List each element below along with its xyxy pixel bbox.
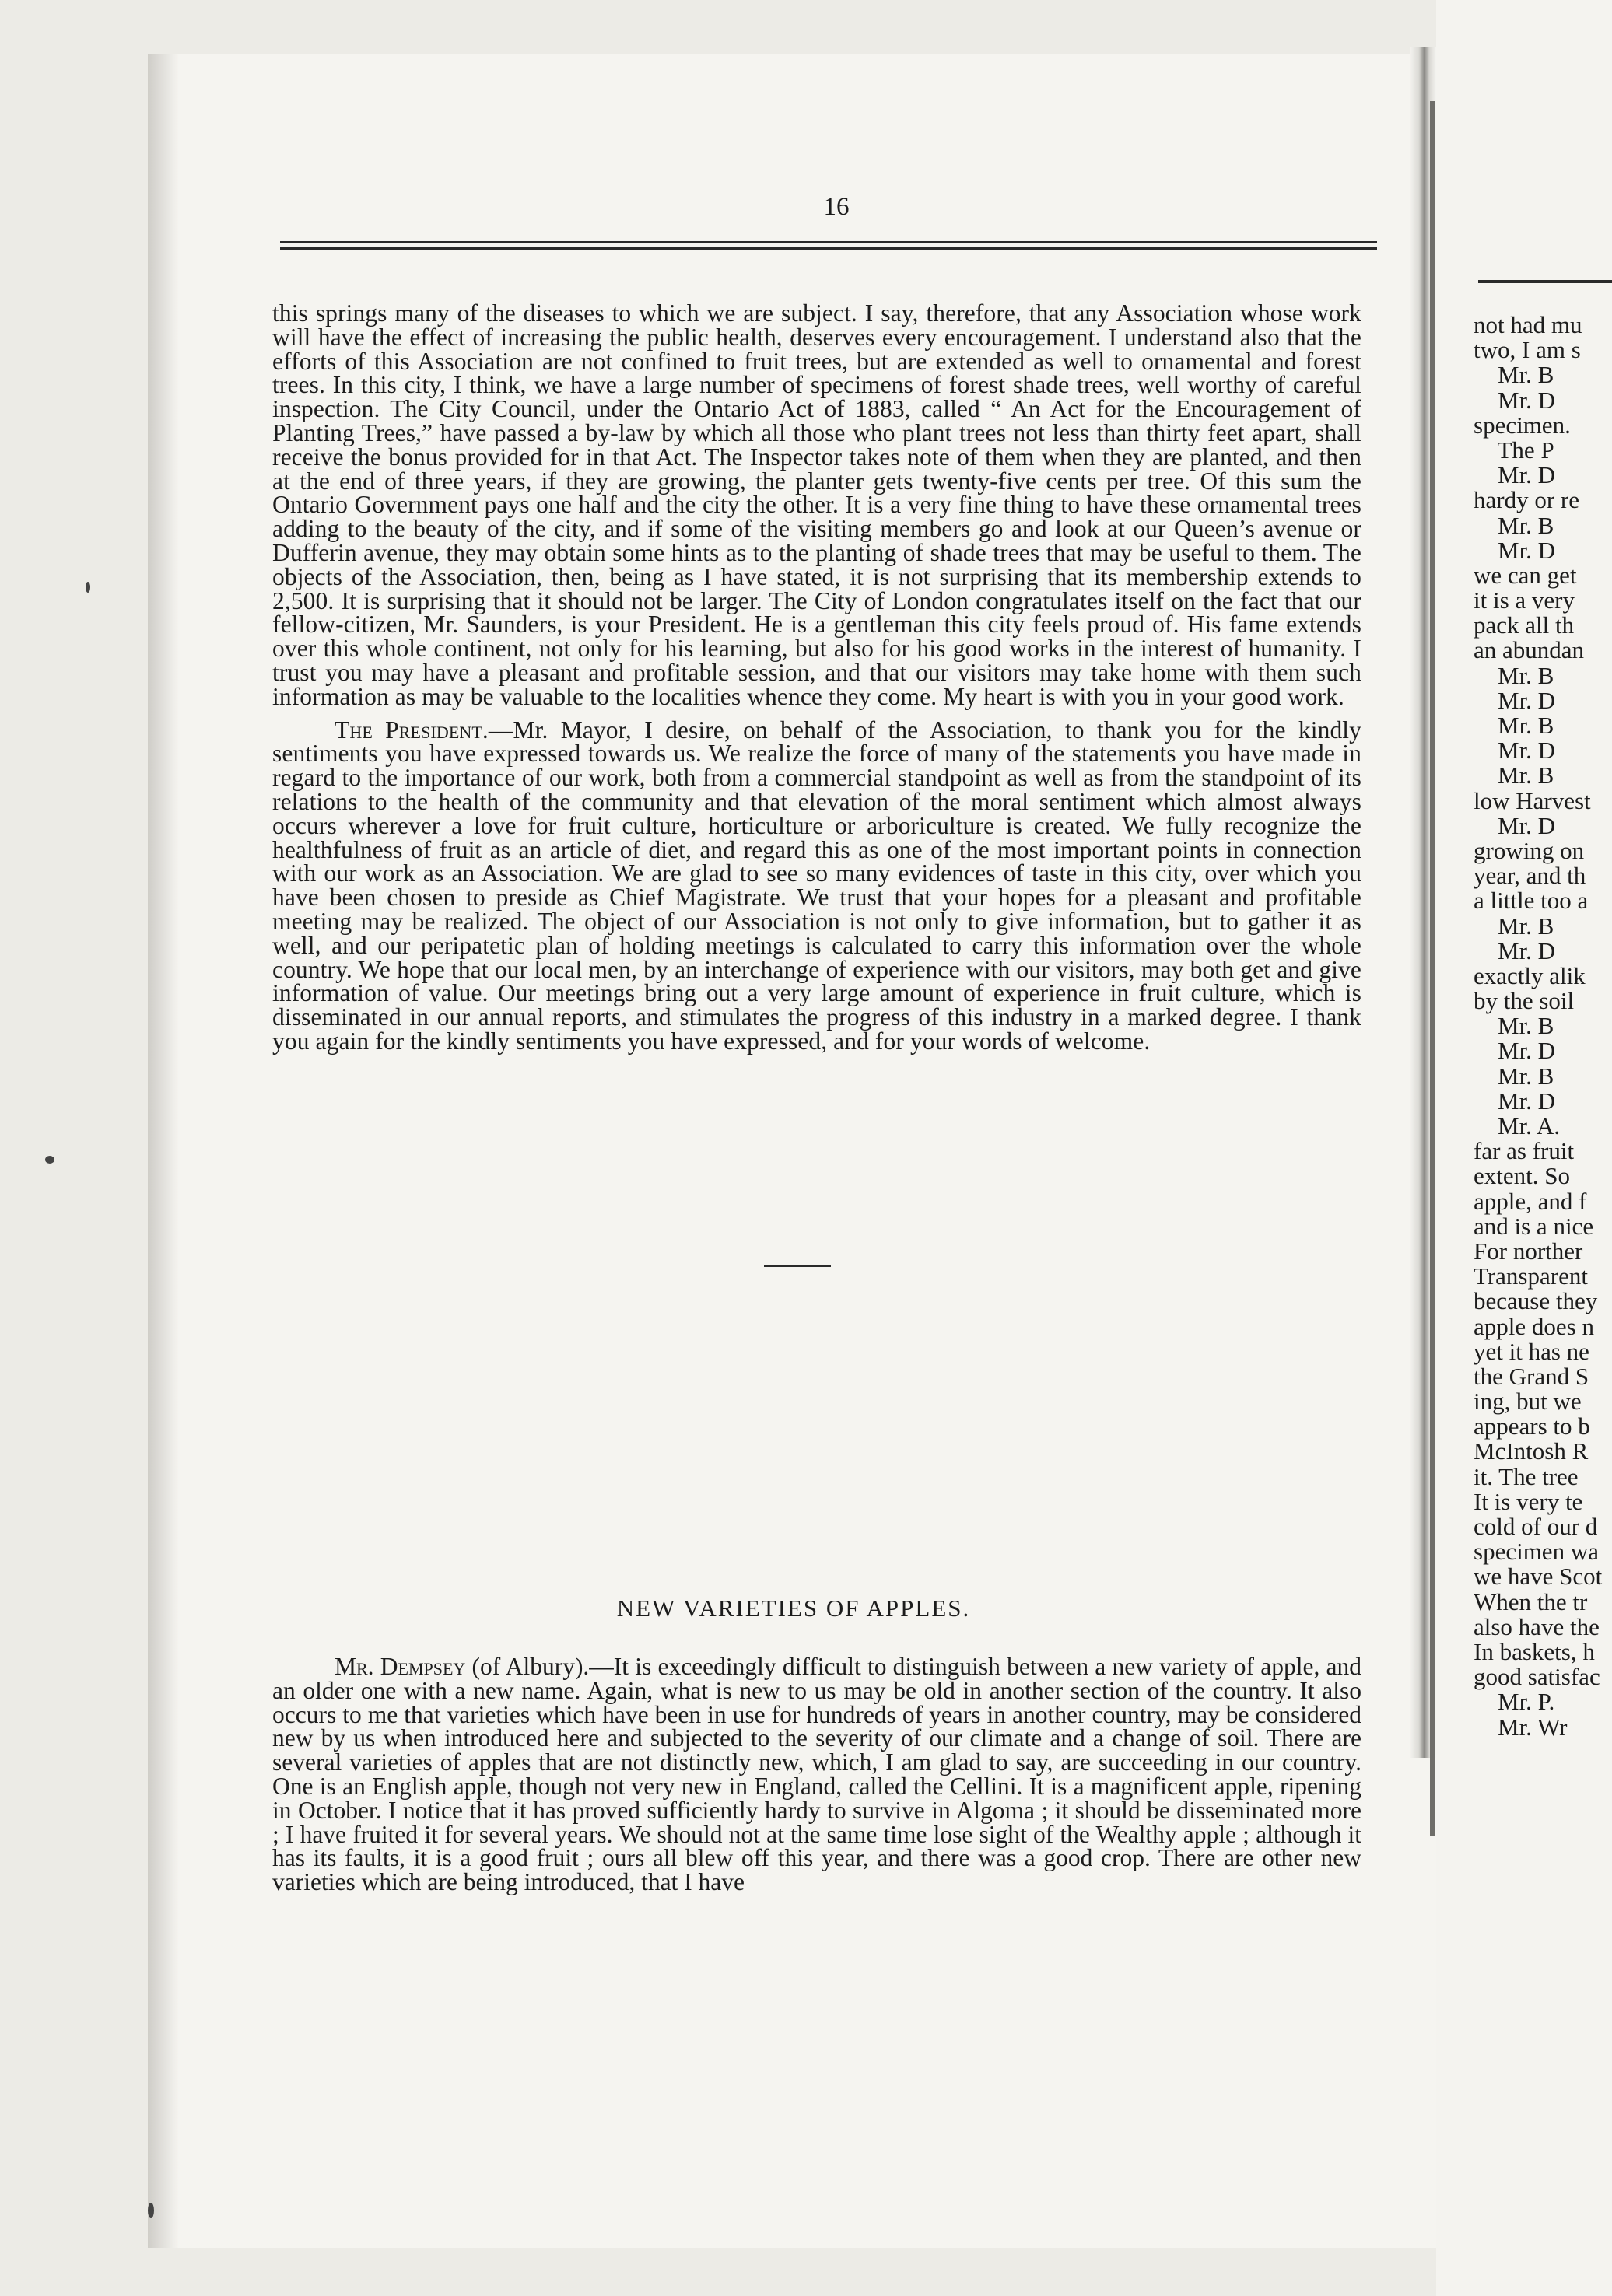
right-page-line: Mr. D xyxy=(1474,1037,1556,1065)
right-page-line: Mr. D xyxy=(1474,386,1556,414)
right-page-line: Mr. P. xyxy=(1474,1688,1555,1716)
paragraph-text: —Mr. Mayor, I desire, on behalf of the Association, to thank you for the kindly sentiments you have expressed towards us. We realize the force of many of the statements you have made in regard to the importance of our work, both from a commercial standpoint as well as from the standpoint of its relations to the health of the community and that elevation of the moral sentiment which almost always occurs wherever a love for fruit culture, horticulture or arboriculture is created. We fully recognize the healthfulness of fruit as an article of diet, and regard this as one of the most important points in connection with our work as an Association. We are glad to see so many evidences of taste in this city, over which you have been chosen to preside as Chief Magistrate. We trust that your hopes for a pleasant and profitable meeting may be realized. The object of our Association is not only to give information, but to gather it as well, and our peripatetic plan of holding meetings is calculated to carry this information over the whole country. We hope that our local men, by an interchange of experience with our visitors, may both get and give information of value. Our meetings bring out a very large amount of experience in fruit culture, which is disseminated in our annual reports, and stimulates the progress of this industry in a marked degree. I thank you again for the kindly sentiments you have expressed, and for your words of welcome. xyxy=(272,716,1362,1055)
gutter-fold-line xyxy=(1430,101,1435,1836)
right-page-line: Mr. A. xyxy=(1474,1112,1561,1139)
right-page-line: year, and th xyxy=(1474,862,1586,890)
right-page-line: the Grand S xyxy=(1474,1362,1589,1390)
right-page-line: far as fruit xyxy=(1474,1137,1575,1165)
section-heading: NEW VARIETIES OF APPLES. xyxy=(616,1594,971,1622)
right-page-line: Mr. D xyxy=(1474,737,1556,765)
right-page-line: an abundan xyxy=(1474,636,1585,664)
right-page-line: specimen wa xyxy=(1474,1538,1599,1566)
right-page-line: Mr. Wr xyxy=(1474,1713,1568,1741)
right-page-line: it is a very xyxy=(1474,586,1575,614)
section-divider xyxy=(764,1265,831,1267)
right-page-line: specimen. xyxy=(1474,411,1571,439)
right-page-line: we have Scot xyxy=(1474,1563,1603,1591)
header-rule-thick xyxy=(280,247,1377,250)
right-page-line: apple, and f xyxy=(1474,1187,1587,1215)
right-page-line: it. The tree xyxy=(1474,1462,1579,1490)
right-page-line: For norther xyxy=(1474,1237,1583,1265)
right-page-line: In baskets, h xyxy=(1474,1637,1595,1665)
right-page-text-fragments xyxy=(1474,313,1612,1740)
right-page-line: Mr. D xyxy=(1474,936,1556,964)
section-paragraph xyxy=(272,1655,1361,1895)
right-page-line: two, I am s xyxy=(1474,336,1581,364)
right-page-line: Mr. D xyxy=(1474,536,1556,564)
right-page-line: by the soil xyxy=(1474,987,1575,1015)
right-page-line: Mr. B xyxy=(1474,761,1554,789)
right-page-line: Mr. B xyxy=(1474,1012,1554,1040)
speaker-name: The President. xyxy=(335,716,489,744)
right-page-line: Mr. D xyxy=(1474,461,1556,489)
right-page-line: Mr. B xyxy=(1474,511,1554,539)
scan-speck xyxy=(45,1156,54,1164)
right-page-line: Mr. B xyxy=(1474,361,1554,389)
right-page-line: low Harvest xyxy=(1474,786,1591,814)
right-page-line: Mr. D xyxy=(1474,811,1556,839)
scan-speck xyxy=(148,2203,154,2218)
right-page-line: we can get xyxy=(1474,561,1577,589)
right-page-line: also have the xyxy=(1474,1612,1600,1640)
right-page-line: When the tr xyxy=(1474,1587,1588,1615)
right-page-line: Mr. B xyxy=(1474,661,1554,689)
right-page-line: and is a nice xyxy=(1474,1212,1594,1240)
right-page-line: ing, but we xyxy=(1474,1388,1582,1416)
paragraph-text: (of Albury).—It is exceedingly difficult to distinguish between a new variety of apple, and an older one with a new name. Again, what is new to us may be old in another section of the country. It also occurs to me that varieties which have been in use for hundreds of years in another country, may be considered new by us when introduced here and subjected to the severity of our climate and a change of soil. There are several varieties of apples that are not distinctly new, which, I am glad to say, are succeeding in our country. One is an English apple, though not very new in England, called the Cellini. It is a magnificent apple, ripening in October. I notice that it has proved sufficiently hardy to survive in Algoma ; it should be disseminated more ; I have fruited it for several years. We should not at the same time lose sight of the Wealthy apple ; although it has its faults, it is a good fruit ; ours all blew off this year, and there was a good crop. There are other new varieties which are being introduced, that I have xyxy=(272,1653,1361,1896)
body-paragraph-president xyxy=(272,716,1362,1055)
right-page-line: extent. So xyxy=(1474,1162,1570,1190)
right-page-line: It is very te xyxy=(1474,1487,1583,1515)
right-page-line: hardy or re xyxy=(1474,486,1579,514)
body-text-column xyxy=(272,299,1362,1055)
right-page-line: Mr. B xyxy=(1474,712,1554,739)
right-page-line: because they xyxy=(1474,1287,1598,1315)
right-page-line: The P xyxy=(1474,436,1554,464)
right-page-line: appears to b xyxy=(1474,1412,1590,1440)
speaker-name: Mr. Dempsey xyxy=(335,1653,466,1680)
right-page-line: yet it has ne xyxy=(1474,1337,1589,1365)
right-page-line: Transparent xyxy=(1474,1262,1588,1290)
right-page-line: cold of our d xyxy=(1474,1513,1598,1540)
scan-speck xyxy=(86,582,90,593)
section-body xyxy=(272,1655,1361,1895)
right-page-line: a little too a xyxy=(1474,887,1589,915)
page-edge-shadow xyxy=(148,54,179,2248)
right-page-line: exactly alik xyxy=(1474,961,1586,989)
right-page-line: not had mu xyxy=(1474,311,1582,338)
right-page-line: Mr. D xyxy=(1474,686,1556,714)
right-page-line: Mr. B xyxy=(1474,1062,1554,1090)
right-page-line: pack all th xyxy=(1474,611,1575,639)
right-page-line: McIntosh R xyxy=(1474,1437,1589,1465)
right-page-line: growing on xyxy=(1474,836,1585,864)
body-paragraph-mayor: this springs many of the diseases to which we are subject. I say, therefore, that any Association whose work will have the effect of increasing the public health, deserves every encouragement. I understand also that the efforts of this Association are not confined to fruit trees, but are extended as well to ornamental and forest trees. In this city, I think, we have a large number of specimens of forest shade trees, well worthy of careful inspection. The City Council, under the Ontario Act of 1883, called “ An Act for the Encouragement of Planting Trees,” have passed a by-law by which all those who plant trees not less than thirty feet apart, shall receive the bonus provided for in that Act. The Inspector takes note of them when they are planted, and then at the end of three years, if they are growing, the planter gets twenty-five cents per tree. Of this sum the Ontario Government pays one half and the city the other. It is a very fine thing to have these ornamental trees adding to the beauty of the city, and if some of the visiting members go and look at our Queen’s avenue or Dufferin avenue, they may obtain some hints as to the planting of shade trees that may be useful to them. The objects of the Association, then, being as I have stated, it is not surprising that its membership extends to 2,500. It is surprising that it should not be larger. The City of London congratulates itself on the fact that our fellow-citizen, Mr. Saunders, is your President. He is a gentleman this city feels proud of. His fame extends over this whole continent, not only for his learning, but also for his good works in the interest of humanity. I trust you may have a pleasant and profitable session, and that our visitors may take home with them such information as may be valuable to the localities whence they come. My heart is with you in your good work. xyxy=(272,299,1361,710)
page-number: 16 xyxy=(823,193,850,221)
right-page-line: good satisfac xyxy=(1474,1663,1600,1691)
right-page-header-rule xyxy=(1478,280,1612,283)
right-page-line: Mr. D xyxy=(1474,1087,1556,1115)
right-page-line: Mr. B xyxy=(1474,912,1554,940)
header-rule-thin xyxy=(280,241,1377,243)
right-page-line: apple does n xyxy=(1474,1312,1594,1340)
